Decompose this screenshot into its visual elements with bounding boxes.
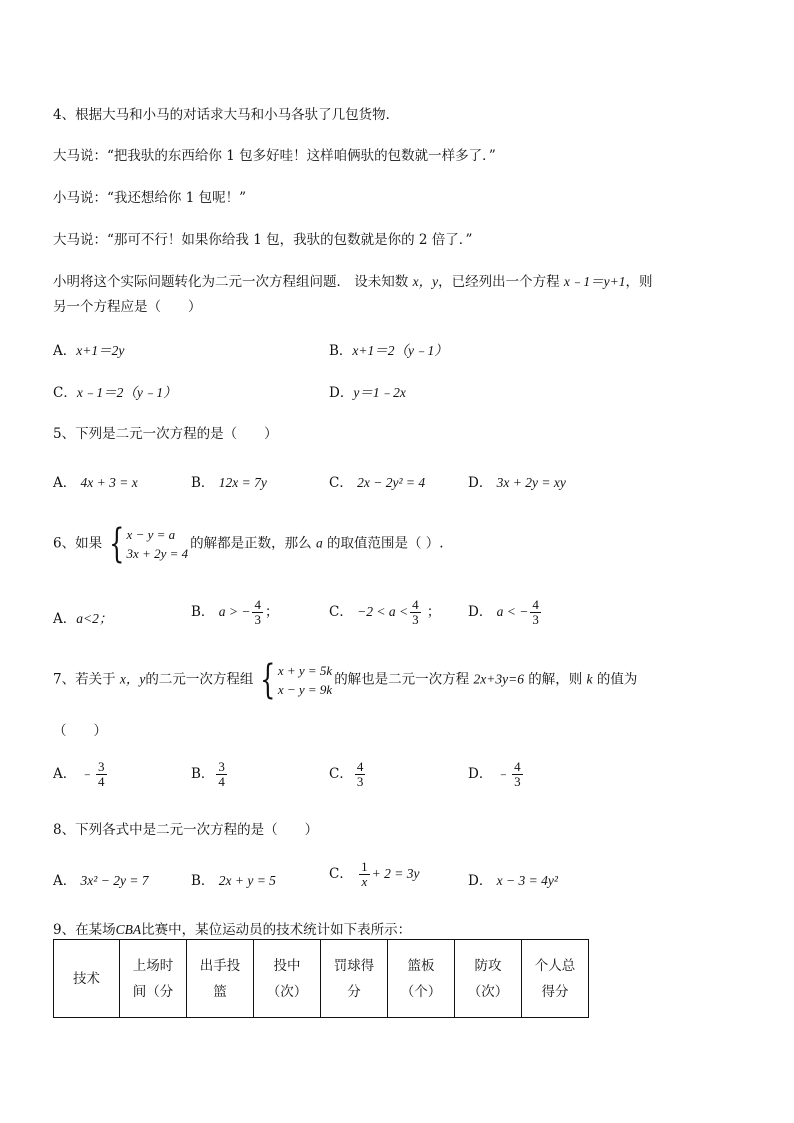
q6-option-d[interactable] bbox=[468, 598, 543, 627]
option-label: C． bbox=[329, 766, 353, 782]
option-text: a<2； bbox=[76, 611, 113, 626]
q4-option-b[interactable] bbox=[329, 339, 448, 359]
option-label: A． bbox=[53, 611, 77, 627]
q6-var: a bbox=[315, 535, 323, 551]
q7-option-d[interactable]: D． ﹣ $\frac{4}{3}$ bbox=[468, 759, 521, 789]
q8-option-d[interactable] bbox=[468, 869, 558, 889]
q5-option-d[interactable] bbox=[468, 471, 566, 491]
q6-stem bbox=[53, 521, 444, 567]
q7-k: k bbox=[586, 671, 593, 687]
table-cell: 技术 bbox=[54, 940, 120, 1018]
q9-cba: CBA bbox=[115, 922, 142, 937]
q5-stem: 5、下列是二元一次方程的是（ ） bbox=[53, 426, 278, 442]
q8-option-c[interactable]: C． $\frac{1}{x}$ + 2 = 3y bbox=[329, 859, 420, 889]
fraction: $\frac{4}{3}$ bbox=[356, 759, 364, 789]
q5-option-b[interactable] bbox=[191, 471, 267, 491]
q4-problem-line-1 bbox=[53, 270, 652, 290]
fraction: $\frac{1}{x}$ bbox=[361, 859, 368, 889]
option-text: 3x + 2y = xy bbox=[496, 475, 566, 490]
option-text: x+1＝2y bbox=[76, 343, 125, 358]
option-label: D． bbox=[329, 385, 354, 401]
q7-vars: x，y bbox=[119, 671, 146, 687]
q6-equation-system bbox=[104, 521, 189, 567]
stats-table bbox=[53, 939, 589, 1018]
option-text: 3x² − 2y = 7 bbox=[80, 873, 149, 888]
option-label: C． bbox=[329, 604, 353, 620]
option-text: y＝1﹣2x bbox=[353, 385, 406, 400]
option-text: 12x = 7y bbox=[218, 475, 267, 490]
q4-dialogue-1: 大马说：“把我驮的东西给你 1 包多好哇！这样咱俩驮的包数就一样多了．” bbox=[53, 148, 496, 164]
q9-stem bbox=[53, 918, 411, 938]
q4-problem-line-2: 另一个方程应是（ ） bbox=[53, 299, 202, 315]
option-label: D． bbox=[468, 873, 493, 889]
option-label: B． bbox=[329, 343, 353, 359]
q4-problem-text-c: ，则 bbox=[625, 274, 653, 290]
option-text: 2x + y = 5 bbox=[218, 873, 276, 888]
option-text: x+1＝2（y﹣1） bbox=[352, 343, 448, 358]
q7-answer-paren: （ ） bbox=[53, 723, 107, 739]
fraction: $\frac{4}{3}$ bbox=[412, 597, 419, 627]
q5-option-a[interactable] bbox=[53, 471, 138, 491]
q6-option-c[interactable]: C． −2 < a < $\frac{4}{3}$ ； bbox=[329, 597, 441, 627]
option-label: D． bbox=[468, 475, 493, 491]
q7-post-c: 的值为 bbox=[596, 671, 638, 688]
q4-dialogue-3: 大马说：“那可不行！如果你给我 1 包，我驮的包数就是你的 2 倍了．” bbox=[53, 232, 473, 248]
q7-pre: 7、若关于 bbox=[53, 671, 116, 688]
q4-dialogue-2: 小马说：“我还想给你 1 包呢！” bbox=[53, 190, 246, 206]
option-text: x﹣1＝2（y﹣1） bbox=[76, 385, 177, 400]
q9-pre: 9、在某场 bbox=[53, 922, 116, 938]
q4-vars: x，y bbox=[412, 274, 439, 289]
table-header-row bbox=[54, 940, 589, 1018]
option-label: C． bbox=[329, 475, 353, 491]
option-label: A． bbox=[53, 475, 77, 491]
table-cell: 篮板 （个） bbox=[388, 940, 455, 1018]
option-label: D． bbox=[468, 604, 493, 620]
q4-option-a[interactable] bbox=[53, 339, 124, 359]
left-brace-icon: { bbox=[109, 521, 125, 567]
q7-mid: 的二元一次方程组 bbox=[145, 671, 254, 688]
q7-option-a[interactable]: A． ﹣ $\frac{3}{4}$ bbox=[53, 759, 105, 789]
option-label: A． bbox=[53, 873, 77, 889]
fraction: $\frac{3}{4}$ bbox=[98, 759, 105, 789]
q7-equation-system bbox=[255, 657, 333, 703]
option-label: B． bbox=[191, 604, 215, 620]
option-pre: a > − bbox=[218, 604, 251, 619]
option-label: B． bbox=[191, 873, 215, 889]
option-label: C． bbox=[329, 866, 353, 882]
table-cell: 防攻 （次） bbox=[455, 940, 522, 1018]
table-cell: 罚球得 分 bbox=[321, 940, 388, 1018]
q8-option-b[interactable] bbox=[191, 869, 276, 889]
q7-option-b[interactable] bbox=[191, 760, 229, 789]
q4-stem: 4、根据大马和小马的对话求大马和小马各驮了几包货物． bbox=[53, 107, 400, 123]
q6-eq2: 3x + 2y = 4 bbox=[126, 546, 189, 561]
option-label: B． bbox=[191, 766, 215, 782]
table-cell: 出手投 篮 bbox=[187, 940, 254, 1018]
q6-pre: 6、如果 bbox=[53, 535, 103, 552]
q6-option-a[interactable] bbox=[53, 607, 112, 627]
q6-option-b[interactable]: B． a > − $\frac{4}{3}$ ； bbox=[191, 597, 279, 627]
table-cell: 投中 （次） bbox=[254, 940, 321, 1018]
q7-equation: 2x+3y=6 bbox=[473, 671, 524, 687]
q4-problem-text-b: ，已经列出一个方程 bbox=[438, 274, 560, 290]
q5-option-c[interactable] bbox=[329, 471, 425, 491]
fraction: $\frac{4}{3}$ bbox=[254, 597, 261, 627]
q8-option-a[interactable] bbox=[53, 869, 149, 889]
option-pre: a < − bbox=[496, 604, 529, 619]
option-pre: −2 < a < bbox=[357, 604, 409, 619]
q6-eq1: x − y = a bbox=[126, 527, 176, 542]
q7-option-c[interactable] bbox=[329, 760, 367, 789]
table-cell: 上场时 间（分 bbox=[120, 940, 187, 1018]
q4-problem-text-a: 小明将这个实际问题转化为二元一次方程组问题． 设未知数 bbox=[53, 274, 409, 290]
option-label: A． bbox=[53, 766, 77, 782]
option-label: C． bbox=[53, 385, 77, 401]
q7-eq2: x − y = 9k bbox=[277, 682, 333, 697]
q6-post-a: 的解都是正数，那么 bbox=[190, 535, 312, 552]
q6-post-b: 的取值范围是（ ）. bbox=[326, 535, 444, 552]
fraction: $\frac{4}{3}$ bbox=[532, 597, 539, 627]
q4-option-d[interactable] bbox=[329, 381, 406, 401]
q7-stem bbox=[53, 657, 638, 703]
q7-post-a: 的解也是二元一次方程 bbox=[334, 671, 470, 688]
q7-eq1: x + y = 5k bbox=[277, 663, 333, 678]
table-cell: 个人总 得分 bbox=[522, 940, 589, 1018]
q4-option-c[interactable] bbox=[53, 381, 177, 401]
q4-given-equation: x﹣1＝y+1 bbox=[563, 274, 626, 289]
fraction: $\frac{3}{4}$ bbox=[218, 759, 225, 789]
option-text: x − 3 = 4y² bbox=[496, 873, 558, 888]
q9-post: 比赛中，某位运动员的技术统计如下表所示： bbox=[141, 922, 412, 938]
fraction: $\frac{4}{3}$ bbox=[514, 759, 521, 789]
option-label: A． bbox=[53, 343, 77, 359]
q7-post-b: 的解，则 bbox=[528, 671, 583, 688]
left-brace-icon: { bbox=[260, 657, 276, 703]
option-text: 4x + 3 = x bbox=[80, 475, 138, 490]
q8-stem: 8、下列各式中是二元一次方程的是（ ） bbox=[53, 822, 319, 838]
option-label: D． bbox=[468, 766, 493, 782]
option-label: B． bbox=[191, 475, 215, 491]
option-text: 2x − 2y² = 4 bbox=[357, 475, 426, 490]
